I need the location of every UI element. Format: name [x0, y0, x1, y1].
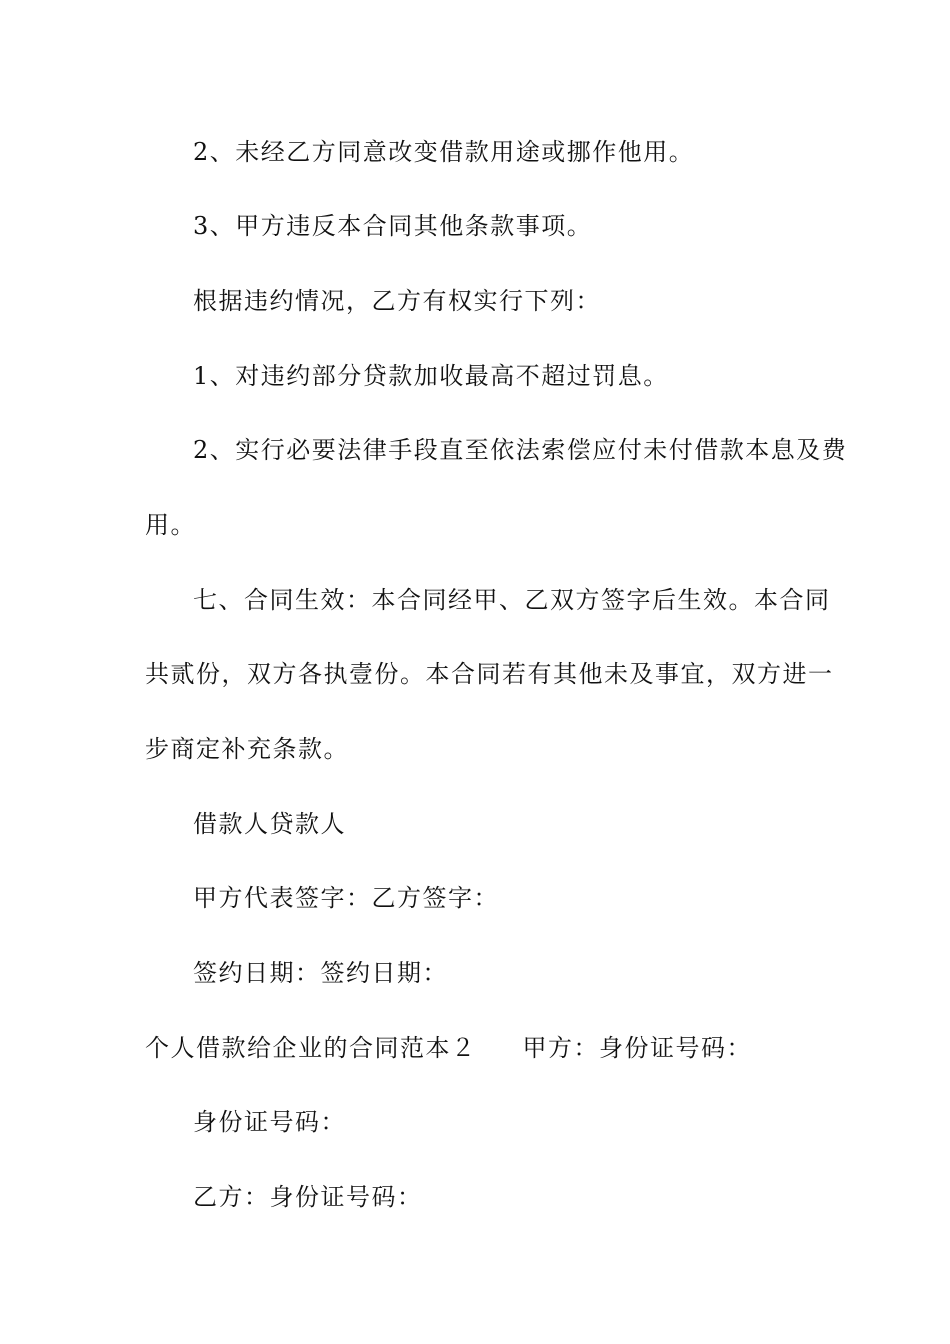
next-contract-party-b: 乙方：身份证号码： — [193, 1183, 423, 1211]
signing-dates: 签约日期：签约日期： — [193, 959, 448, 987]
signature-parties: 借款人贷款人 — [193, 810, 346, 838]
signature-lines: 甲方代表签字：乙方签字： — [193, 884, 499, 912]
next-contract-heading-line — [145, 1032, 752, 1064]
next-contract-title: 个人借款给企业的合同范本２ — [145, 1034, 477, 1062]
effect-clause-line1: 七、合同生效：本合同经甲、乙双方签字后生效。本合同 — [193, 586, 831, 614]
breach-item-3: 3、甲方违反本合同其他条款事项。 — [193, 212, 593, 240]
next-contract-party-a: 甲方：身份证号码： — [522, 1034, 752, 1062]
remedy-intro: 根据违约情况，乙方有权实行下列： — [193, 287, 601, 315]
remedy-item-2-line2: 用。 — [145, 511, 196, 539]
remedy-item-2-line1: 2、实行必要法律手段直至依法索偿应付未付借款本息及费 — [193, 436, 848, 464]
effect-clause-line3: 步商定补充条款。 — [145, 735, 349, 763]
effect-clause-line2: 共贰份，双方各执壹份。本合同若有其他未及事宜，双方进一 — [145, 660, 834, 688]
remedy-item-1: 1、对违约部分贷款加收最高不超过罚息。 — [193, 362, 669, 390]
id-number-line: 身份证号码： — [193, 1108, 346, 1136]
breach-item-2: 2、未经乙方同意改变借款用途或挪作他用。 — [193, 138, 695, 166]
